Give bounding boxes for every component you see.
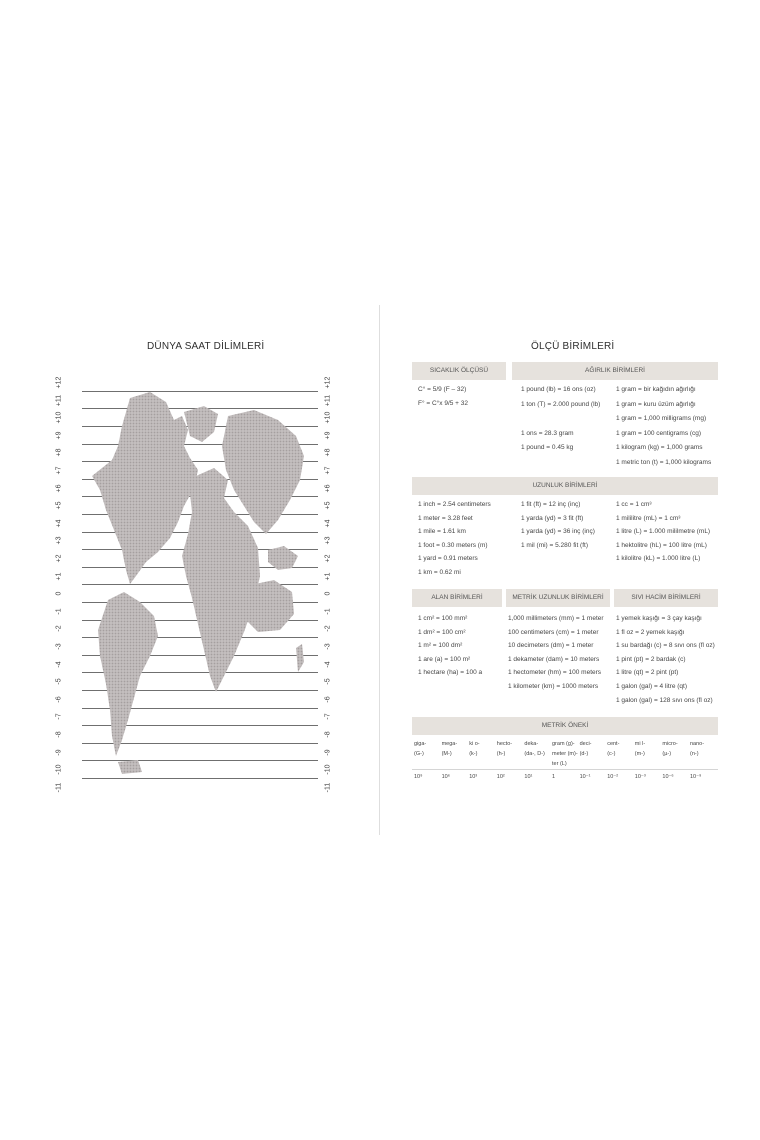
area-line: 1 are (a) = 100 m² [418,655,471,663]
weight-col2-line: 1 gram = 1,000 milligrams (mg) [616,415,707,423]
page-divider [379,305,380,835]
right-page-title: ÖLÇÜ BİRİMLERİ [531,341,615,352]
prefix-name: ki o- [469,741,480,747]
tz-label-left: +11 [55,394,63,406]
prefix-value: 10⁻² [607,774,619,780]
tz-label-right: -7 [324,713,332,721]
tz-label-right: +4 [324,519,332,528]
tz-label-right: +5 [324,501,332,510]
liquid-line: 1 litre (qt) = 2 pint (pt) [616,669,679,677]
liquid-line: 1 galon (gal) = 4 litre (qt) [616,683,687,690]
tz-label-left: +2 [55,554,63,563]
prefix-value: 10⁻⁹ [690,774,702,780]
tz-label-right: -9 [324,748,332,756]
area-header: ALAN BİRİMLERİ [412,589,502,607]
tz-label-left: +10 [55,411,63,424]
area-line: 1 m² = 100 dm² [418,642,463,650]
metric-length-line: 1 hectometer (hm) = 100 meters [508,669,602,677]
metric-prefix-header: METRİK ÖNEKİ [412,717,718,735]
left-page-title: DÜNYA SAAT DİLİMLERİ [147,341,265,352]
tz-label-left: +3 [55,536,63,545]
length-col3-line: 1 hektolitre (hL) = 100 litre (mL) [616,541,707,549]
tz-label-left: +4 [55,519,63,528]
temperature-line-1: C° = 5/9 (F – 32) [418,386,467,393]
tz-label-right: -3 [324,643,332,650]
tz-label-right: +8 [324,448,332,457]
prefix-name: deci- [579,741,592,747]
liquid-line: 1 pint (pt) = 2 bardak (c) [616,655,686,663]
prefix-value: 10⁻³ [634,774,646,780]
metric-length-line: 100 centimeters (cm) = 1 meter [508,628,599,636]
liquid-line: 1 galon (gal) = 128 sıvı ons (fl oz) [616,696,713,704]
tz-label-right: +12 [324,376,332,389]
tz-label-right: +9 [324,431,332,440]
prefix-name: (µ-) [662,751,672,757]
tz-label-right: -8 [324,731,332,738]
tz-label-right: -1 [324,608,332,615]
continent-north-america [92,392,198,584]
continent-indonesia [268,546,298,570]
prefix-value: 10⁹ [414,774,423,780]
tz-label-right: +10 [324,411,332,424]
continent-greenland [184,406,218,442]
prefix-row-divider [412,769,718,770]
prefix-value: 10³ [469,774,478,780]
length-col1-line: 1 mile = 1.61 km [418,528,466,536]
area-line: 1 dm² = 100 cm² [418,628,466,636]
tz-label-left: -11 [55,782,63,793]
liquid-line: 1 fl oz = 2 yemek kaşığı [616,628,685,636]
prefix-name: deka- [524,741,539,747]
length-col1-line: 1 meter = 3.28 feet [418,514,473,522]
weight-col1-line: 1 ton (T) = 2.000 pound (lb) [521,400,601,408]
tz-label-right: -2 [324,625,332,633]
prefix-name: meter (m)- [552,751,578,757]
tz-label-left: -1 [55,608,63,615]
weight-col1-line: 1 pound (lb) = 16 ons (oz) [521,386,596,393]
prefix-value: 10⁻⁶ [662,774,674,780]
tz-label-left: -10 [55,764,63,775]
length-header: UZUNLUK BİRİMLERİ [412,477,718,495]
length-col3-line: 1 litre (L) = 1.000 mililmetre (mL) [616,528,711,536]
tz-label-right: 0 [324,591,332,596]
prefix-name: (k-) [469,751,478,757]
prefix-name: (M-) [441,751,452,757]
tz-label-left: -9 [55,748,63,756]
tz-label-left: -8 [55,731,63,738]
tz-label-left: +9 [55,431,63,440]
weight-col2-line: 1 gram = kuru üzüm ağırlığı [616,400,696,408]
weight-col1-line: 1 ons = 28.3 gram [521,429,574,437]
prefix-value: 10⁻¹ [579,774,591,780]
prefix-name: (G-) [414,751,424,757]
prefix-name: (n-) [690,751,699,757]
temperature-header: SICAKLIK ÖLÇÜSÜ [412,362,506,380]
weight-col2-line: 1 kilogram (kg) = 1,000 grams [616,444,703,452]
continent-new-zealand [296,644,304,672]
tz-label-right: +6 [324,484,332,493]
tz-label-right: +1 [324,572,332,581]
tz-label-right: +7 [324,466,332,475]
tz-label-left: -5 [55,678,63,685]
metric-length-line: 1 kilometer (km) = 1000 meters [508,683,599,690]
length-col2-line: 1 mil (mi) = 5.280 fit (ft) [521,541,588,549]
prefix-value: 1 [552,774,556,780]
tz-label-right: -4 [324,660,332,668]
prefix-name: (d-) [579,751,589,757]
length-col3-line: 1 kilolitre (kL) = 1.000 litre (L) [616,555,701,563]
weight-header: AĞIRLIK BİRİMLERİ [512,362,718,380]
tz-label-left: -4 [55,660,63,668]
tz-label-right: +2 [324,554,332,563]
tz-label-left: +12 [55,376,63,389]
tz-label-left: 0 [55,591,63,596]
prefix-value: 10² [496,774,505,780]
prefix-name: mi l- [634,741,646,747]
prefix-name: (m-) [634,751,645,757]
prefix-name: (c-) [607,751,616,757]
weight-col2-line: 1 gram = bir kağıdın ağırlığı [616,386,696,393]
length-col3-line: 1 cc = 1 cm³ [616,501,652,508]
tz-label-right: +11 [324,394,332,406]
world-map [78,380,308,780]
prefix-name: cent- [607,741,620,747]
tz-label-right: +3 [324,536,332,545]
tz-label-left: -6 [55,696,63,703]
prefix-name: hecto- [496,741,513,747]
metric-length-header: METRİK UZUNLUK BİRİMLERİ [506,589,610,607]
temperature-line-2: F° = C°x 9/5 + 32 [418,400,469,407]
prefix-name: giga- [414,741,427,747]
tz-label-left: -3 [55,643,63,650]
weight-col2-line: 1 gram = 100 centigrams (cg) [616,429,702,437]
prefix-value: 10¹ [524,774,533,780]
liquid-line: 1 yemek kaşığı = 3 çay kaşığı [616,615,702,622]
tz-label-right: -10 [324,764,332,775]
metric-length-line: 1,000 millimeters (mm) = 1 meter [508,615,604,622]
prefix-name: ter (L) [552,761,567,767]
length-col2-line: 1 fit (ft) = 12 inç (inç) [521,501,581,508]
prefix-value: 10⁶ [441,774,450,780]
tz-label-left: +6 [55,484,63,493]
metric-length-line: 1 dekameter (dam) = 10 meters [508,655,600,663]
length-col2-line: 1 yarda (yd) = 3 fit (ft) [521,514,584,522]
continent-south-america [98,592,158,756]
tz-label-left: +5 [55,501,63,510]
tz-label-left: +7 [55,466,63,475]
prefix-name: nano- [690,741,705,747]
tz-label-right: -11 [324,782,332,793]
length-col2-line: 1 yarda (yd) = 36 inç (inç) [521,528,595,536]
tz-label-left: -7 [55,713,63,721]
liquid-header: SIVI HACİM BİRİMLERİ [614,589,718,607]
prefix-name: (da-, D-) [524,751,545,757]
continent-australia [244,580,294,632]
tz-label-left: +8 [55,448,63,457]
continent-antarctica-tip [118,760,142,774]
tz-label-left: +1 [55,572,63,581]
length-col1-line: 1 km = 0.62 mi [418,569,461,576]
tz-label-left: -2 [55,625,63,633]
tz-label-right: -5 [324,678,332,685]
weight-col2-line: 1 metric ton (t) = 1,000 kilograms [616,459,712,466]
prefix-name: gram (g)- [552,741,575,747]
liquid-line: 1 su bardağı (c) = 8 sıvı ons (fl oz) [616,642,715,650]
prefix-name: mega- [441,741,458,747]
prefix-name: (h-) [496,751,506,757]
length-col3-line: 1 mililitre (mL) = 1 cm³ [616,514,681,522]
area-line: 1 cm² = 100 mm² [418,615,468,622]
length-col1-line: 1 foot = 0.30 meters (m) [418,541,488,549]
tz-label-right: -6 [324,696,332,703]
metric-length-line: 10 decimeters (dm) = 1 meter [508,642,594,650]
weight-col1-line: 1 pound = 0.45 kg [521,444,574,452]
length-col1-line: 1 yard = 0.91 meters [418,555,478,563]
prefix-name: micro- [662,741,678,747]
length-col1-line: 1 inch = 2.54 centimeters [418,501,491,508]
area-line: 1 hectare (ha) = 100 a [418,669,483,677]
